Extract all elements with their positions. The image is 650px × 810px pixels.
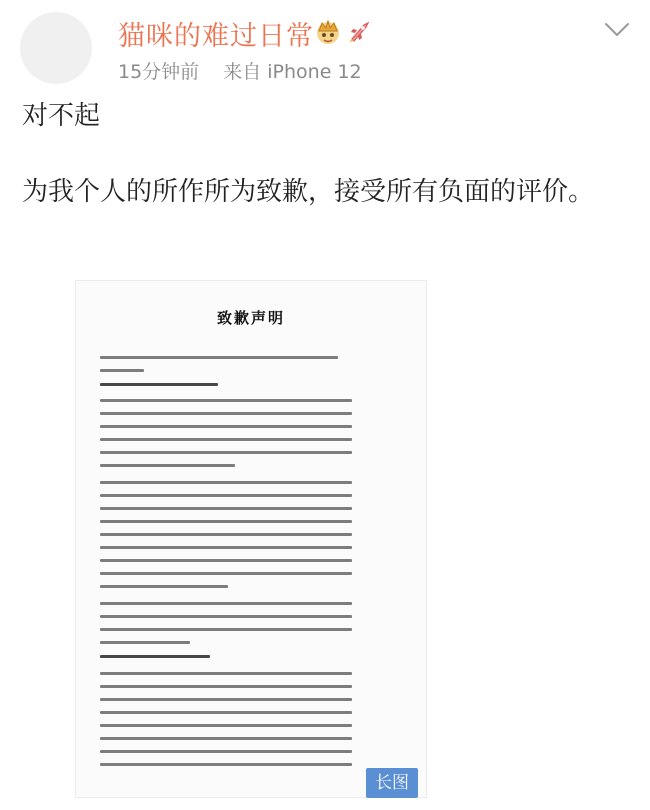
post-time: 15分钟前 (118, 61, 200, 83)
doc-title: 致歉声明 (216, 309, 285, 327)
rocket-icon[interactable] (345, 16, 375, 46)
doc-text-line (100, 438, 352, 441)
doc-text-line (100, 369, 144, 372)
author-name[interactable]: 猫咪的难过日常 (118, 21, 314, 52)
doc-heading-line (100, 383, 218, 386)
doc-text-line (100, 763, 352, 766)
post-text-line: 为我个人的所作所为致歉，接受所有负面的评价。 (22, 177, 595, 207)
doc-text-line (100, 737, 352, 740)
doc-text-line (100, 628, 352, 631)
doc-text-line (100, 711, 352, 714)
doc-text-line (100, 585, 228, 588)
post-text-line: 对不起 (22, 101, 101, 131)
post-image[interactable] (75, 280, 427, 798)
doc-text-line (100, 412, 352, 415)
doc-text-line (100, 750, 352, 753)
crown-icon[interactable] (313, 16, 343, 46)
doc-text-line (100, 533, 352, 536)
doc-text-line (100, 672, 352, 675)
doc-text-line (100, 602, 352, 605)
doc-text-line (100, 399, 352, 402)
chevron-down-icon[interactable] (604, 22, 630, 38)
doc-text-line (100, 641, 190, 644)
doc-text-line (100, 520, 352, 523)
doc-text-line (100, 464, 235, 467)
doc-heading-line (100, 655, 210, 658)
doc-text-line (100, 356, 338, 359)
doc-text-line (100, 481, 352, 484)
doc-text-line (100, 698, 352, 701)
doc-text-line (100, 724, 352, 727)
doc-text-line (100, 572, 352, 575)
post-meta (118, 57, 362, 84)
post-source[interactable]: 来自 iPhone 12 (223, 61, 362, 83)
long-image-tag: 长图 (366, 768, 418, 798)
doc-text-line (100, 559, 352, 562)
doc-text-line (100, 685, 352, 688)
doc-text-line (100, 425, 352, 428)
doc-text-line (100, 507, 352, 510)
avatar[interactable] (20, 12, 92, 84)
doc-text-line (100, 494, 352, 497)
doc-text-line (100, 615, 352, 618)
doc-text-line (100, 451, 352, 454)
doc-text-line (100, 546, 352, 549)
